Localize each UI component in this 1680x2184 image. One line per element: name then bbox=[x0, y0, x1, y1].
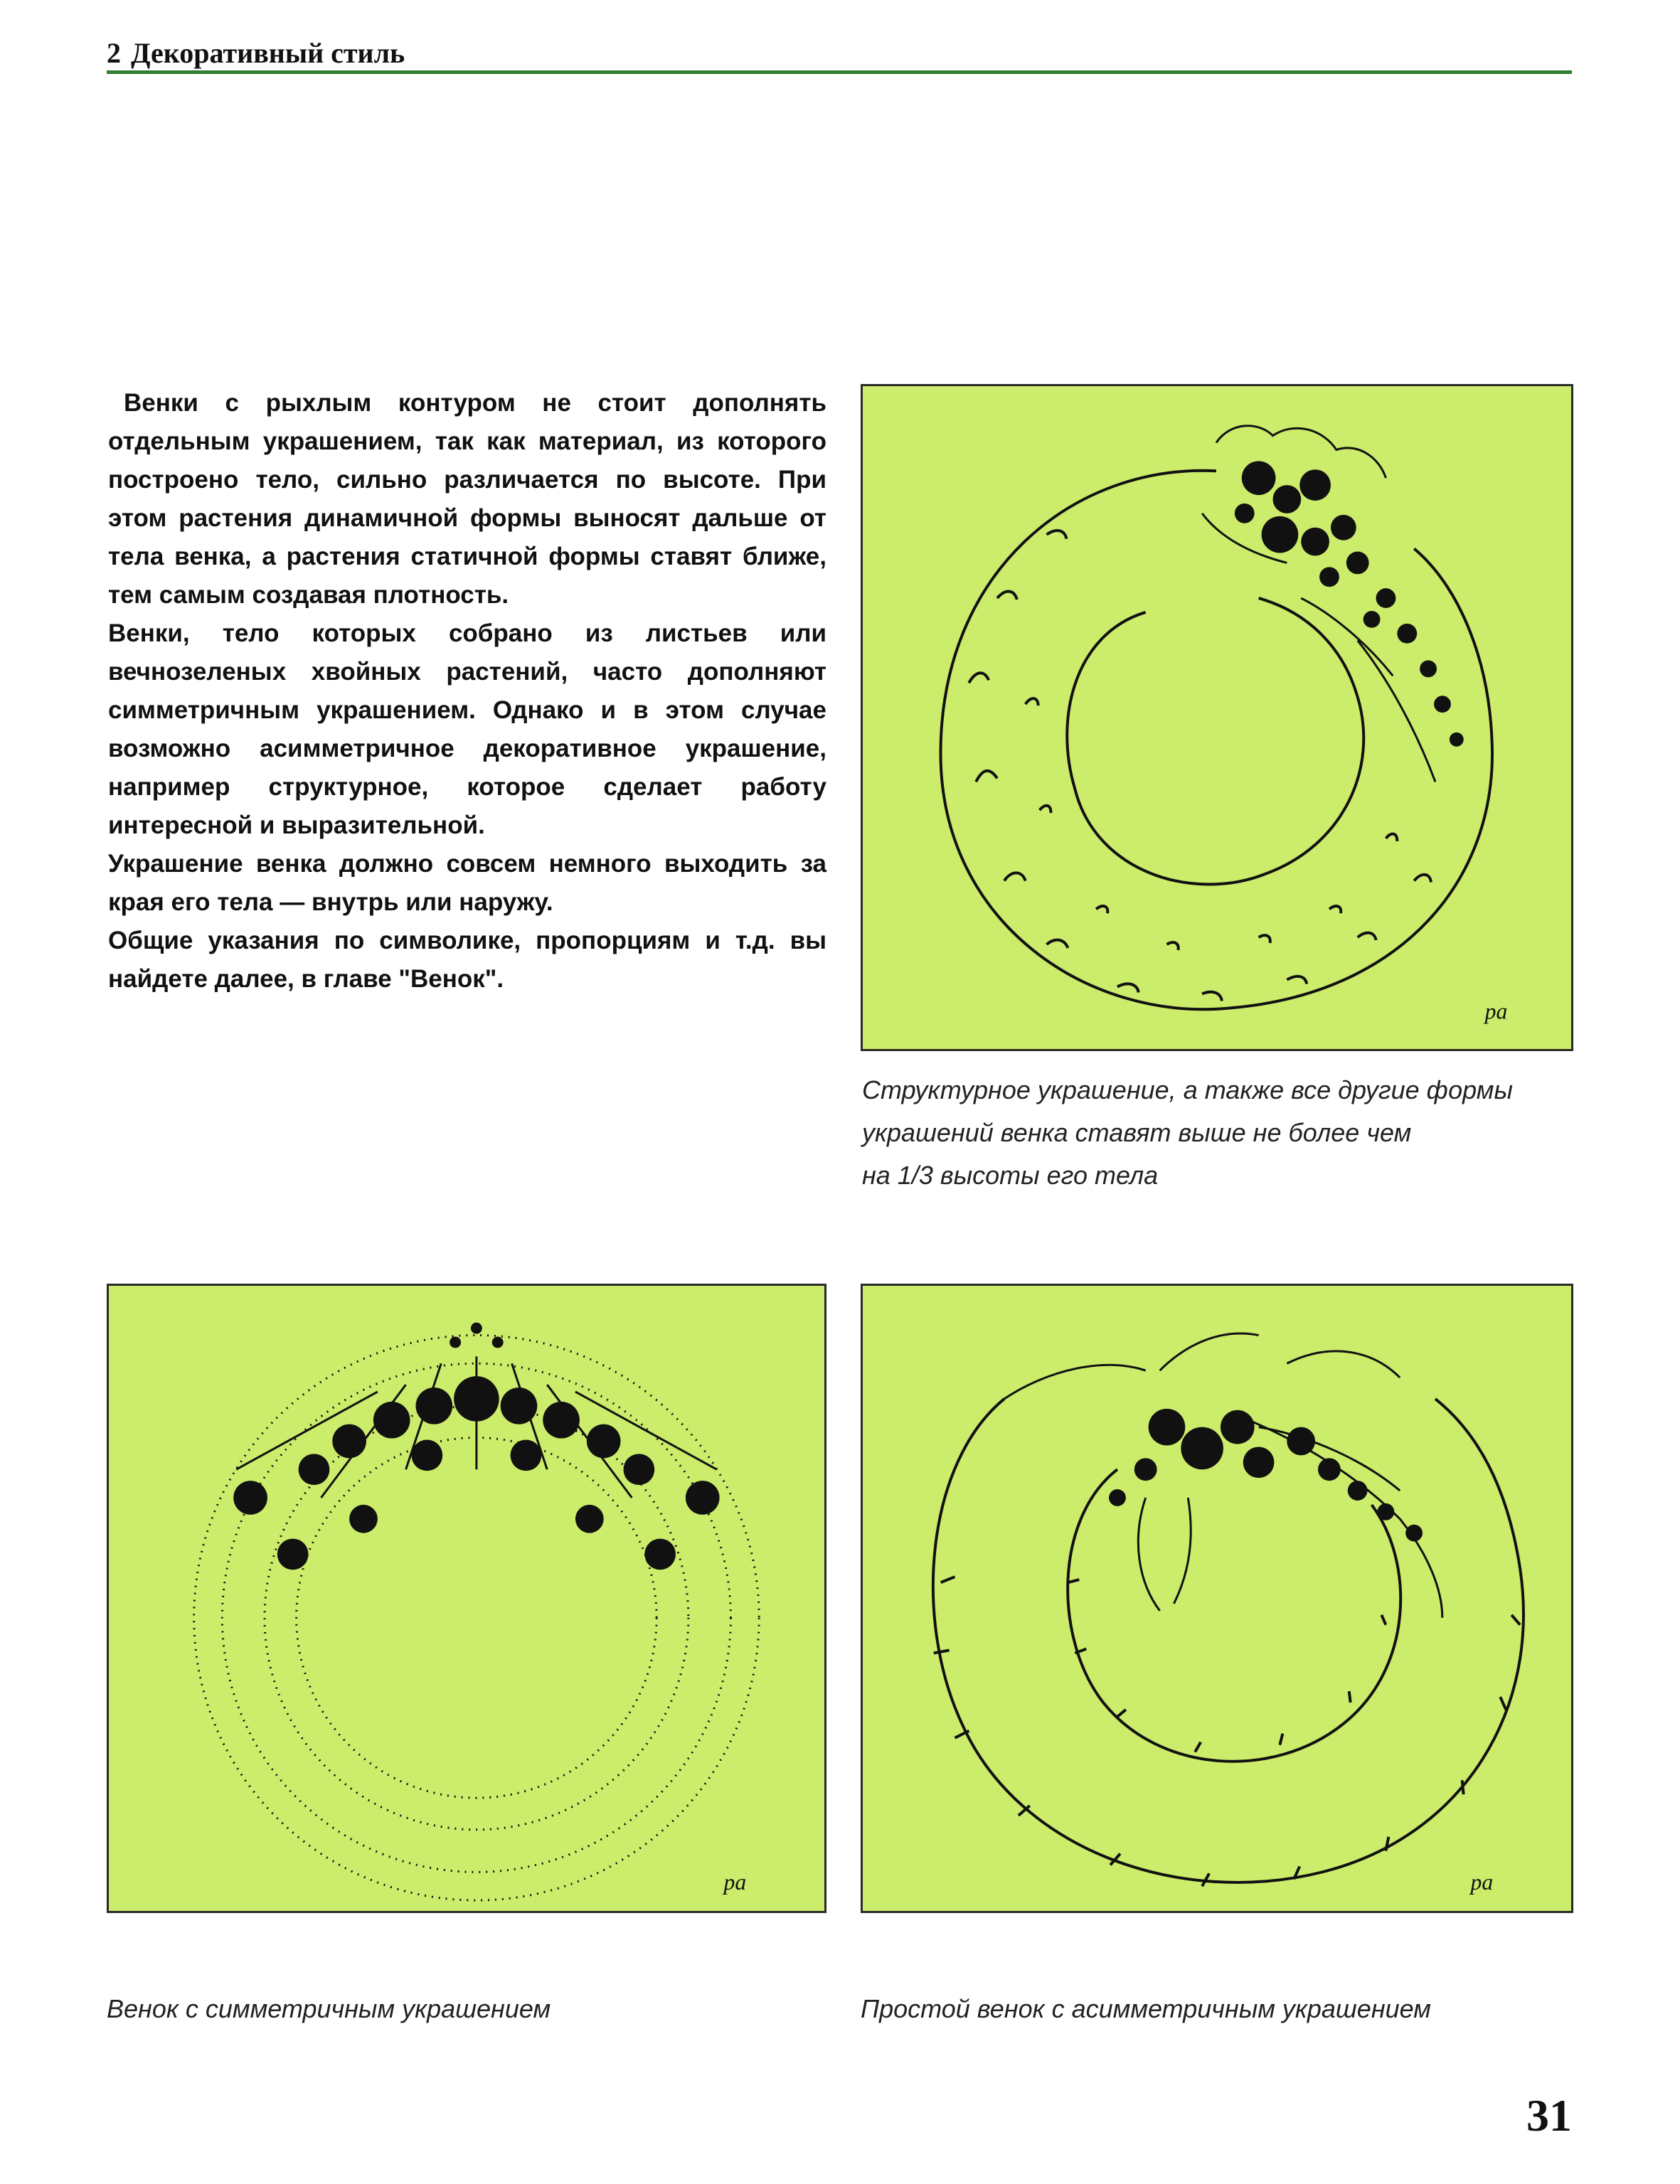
paragraph: Венки с рыхлым контуром не стоит дополнять отдельным украшением, так как материал, из которого построено тело, сильно различается по высоте. При этом растения динамичной формы выносят дальше от тела венка, а растения статичной формы ставят ближе, тем самым создавая плотность. bbox=[108, 389, 826, 609]
wreath-illustration bbox=[863, 386, 1571, 1049]
chapter-number: 2 bbox=[107, 37, 121, 69]
paragraph: Венки, тело которых собрано из листьев или вечнозеленых хвойных растений, часто дополняют симметричным украшением. Однако и в этом случае возможно асимметричное декоративное украшение, например структурное, которое сделает работу интересной и выразительной. bbox=[108, 619, 826, 839]
figure-structural-wreath bbox=[861, 384, 1573, 1051]
caption-line: на 1/3 высоты его тела bbox=[862, 1161, 1159, 1190]
artist-signature: pa bbox=[1470, 1870, 1494, 1895]
wreath-illustration bbox=[109, 1286, 824, 1911]
figure-symmetric-wreath bbox=[107, 1284, 826, 1913]
page-number: 31 bbox=[1526, 2090, 1572, 2141]
paragraph: Общие указания по символике, пропорциям и т.д. вы найдете далее, в главе "Венок". bbox=[108, 927, 826, 993]
chapter-title: Декоративный стиль bbox=[131, 37, 405, 69]
running-header bbox=[107, 37, 1572, 70]
caption-structural-wreath bbox=[862, 1069, 1573, 1197]
body-text bbox=[108, 384, 826, 998]
caption-symmetric-wreath: Венок с симметричным украшением bbox=[107, 1994, 551, 2023]
caption-line: Структурное украшение, а также все другие формы bbox=[862, 1075, 1513, 1104]
artist-signature: pa bbox=[1484, 998, 1508, 1024]
header-rule bbox=[107, 70, 1572, 74]
caption-asymmetric-wreath: Простой венок с асимметричным украшением bbox=[861, 1994, 1431, 2023]
wreath-illustration bbox=[863, 1286, 1571, 1911]
caption-line: украшений венка ставят выше не более чем bbox=[862, 1118, 1412, 1147]
artist-signature: pa bbox=[723, 1870, 747, 1895]
figure-asymmetric-wreath bbox=[861, 1284, 1573, 1913]
paragraph: Украшение венка должно совсем немного выходить за края его тела — внутрь или наружу. bbox=[108, 850, 826, 916]
